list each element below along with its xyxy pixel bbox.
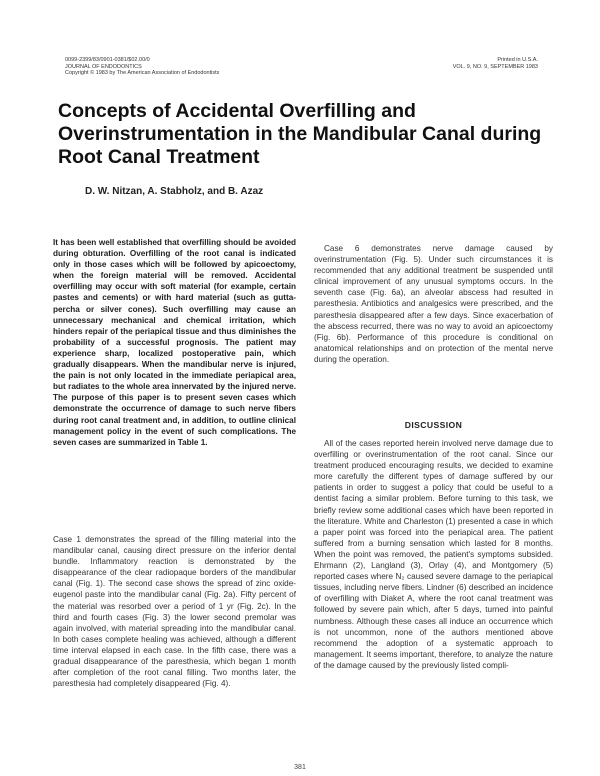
- left-body-column: [53, 534, 296, 689]
- journal-copyright: Copyright © 1983 by The American Association of Endodontists: [65, 70, 220, 76]
- discussion-heading: DISCUSSION: [404, 420, 463, 430]
- discussion-column: [314, 438, 553, 671]
- abstract-block: [53, 237, 296, 448]
- abstract-text: It has been well established that overfilling should be avoided during obturation. Overfilling of the root canal is indicated only in those cases which will be followed by apicoectomy, when the foreign material will be removed. Accidental overfilling may occur with soft material (for example, certain pastes and cements) or with hard material (such as gutta-percha or silver cones). Such overfilling may cause an unnecessary mechanical and chemical irritation, which hinders repair of the periapical tissue and thus diminishes the probability of a successful prognosis. The patient may experience sharp, localized postoperative pain, which gradually disappears. When the mandibular nerve is injured, the pain is not only located in the immediate periapical area, but radiates to the whole area innervated by the injured nerve. The purpose of this paper is to present seven cases which demonstrate the occurrence of damage to such nerve fibers during root canal treatment and, in addition, to outline clinical management policy in the event of such complications. The seven cases are summarized in Table 1.: [53, 238, 296, 447]
- case-descriptions-paragraph: Case 1 demonstrates the spread of the filling material into the mandibular canal, causing direct pressure on the inferior dental bundle. Inflammatory reaction is demonstrated by the disappearance of the clear radiopaque borders of the mandibular canal (Fig. 1). The second case shows the spread of zinc oxide-eugenol paste into the mandibular canal (Fig. 2a). Fifty percent of the material was resorbed over a period of 1 yr (Fig. 2c). In the third and fourth cases (Fig. 3) the lower second premolar was again involved, with material spreading into the mandibular canal. In both cases complete healing was achieved, although a different time interval elapsed in each case. In the fifth case, there was a gradual disappearance of the paresthesia, which began 1 month after completion of the root canal filling. Two months later, the paresthesia had completely disappeared (Fig. 4).: [53, 535, 296, 689]
- discussion-paragraph: All of the cases reported herein involved nerve damage due to overfilling or overinstrumentation of the root canal. Since our treatment produced encouraging results, we decided to examine more carefully the different types of damage suffered by our patients in order to suggest a policy that could be useful to a dentist facing a similar problem. Before turning to this task, we briefly review some additional cases which have been reported in the literature. White and Charleston (1) presented a case in which a paper point was forced into the periapical area. The patient suffered from a burning sensation which lasted for 8 months. When the point was removed, the patient's symptoms subsided. Ehrmann (2), Langland (3), Orlay (4), and Montgomery (5) reported cases where N₂ caused severe damage to the periapical tissues, including nerve fibers. Lindner (6) described an incidence of overfilling with Diaket A, where the root canal treatment was followed by severe pain which, after 5 days, turned into painful numbness. Although these cases all induce an occurrence which is not uncommon, none of the authors mentioned above recommend the adoption of a systematic approach to management. It seems important, therefore, to analyze the nature of the damage caused by the previously listed compli-: [314, 439, 553, 670]
- author-list: D. W. Nitzan, A. Stabholz, and B. Azaz: [85, 186, 264, 197]
- article-title: Concepts of Accidental Overfilling and Overinstrumentation in the Mandibular Canal during Root Canal Treatment: [58, 100, 542, 168]
- page-number: 381: [294, 764, 306, 771]
- journal-header-right: [398, 57, 538, 70]
- journal-header-left: [65, 57, 325, 77]
- journal-issn: 0099-2399/83/0901-0381/$02.00/0: [65, 57, 150, 63]
- case-six-seven-paragraph: Case 6 demonstrates nerve damage caused by overinstrumentation (Fig. 5). Under such circumstances it is recommended that any additional treatment be suspended until clinical improvement of any unusual symptoms occurs. In the seventh case (Fig. 6a), an alveolar abscess had resulted in paresthesia. Antibiotics and analgesics were prescribed, and the paresthesia disappeared after a few days. Since exacerbation of the abscess recurred, there was no way to avoid an apicoectomy (Fig. 6b). Performance of this procedure is conditional on anatomical relationships and on protection of the mental nerve during the operation.: [314, 244, 553, 364]
- printed-in: Printed in U.S.A.: [497, 57, 538, 63]
- right-column-top: [314, 243, 553, 365]
- journal-name: JOURNAL OF ENDODONTICS: [65, 63, 142, 70]
- volume-issue: VOL. 9, NO. 9, SEPTEMBER 1983: [452, 63, 538, 70]
